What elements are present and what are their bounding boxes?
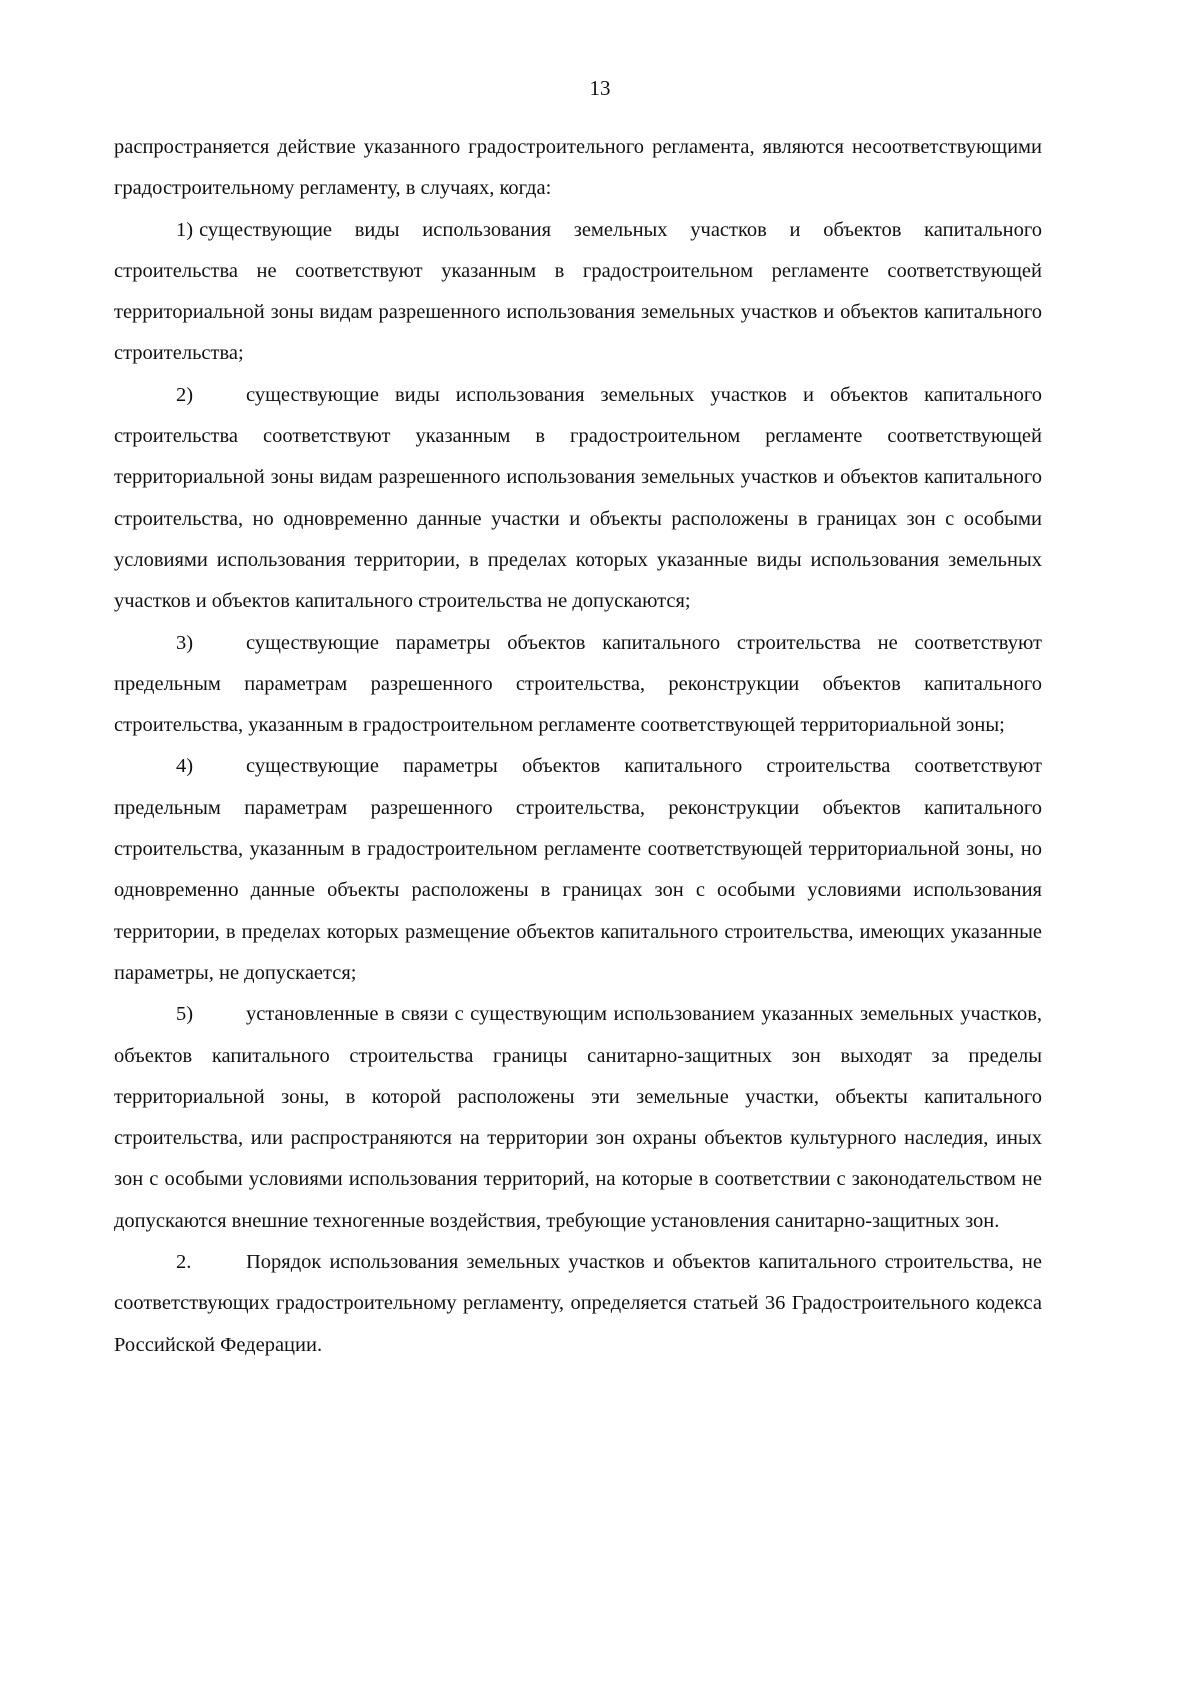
list-item-5-number: 5) <box>176 1003 194 1026</box>
list-item-1-number: 1) <box>176 218 194 241</box>
list-item-2-text: существующие виды использования земельных участков и объектов капитального строительства соответствуют указанным в градостроительном регламенте соответствующей территориальной зоны видам разрешенного использования земельных участков и объектов капитального строительства, но одновременно данные участки и объекты расположены в границах зон с особыми условиями использования территории, в пределах которых указанные виды использования земельных участков и объектов капитального строительства не допускаются; <box>114 383 1042 613</box>
list-item-4 <box>114 746 1042 994</box>
list-item-4-text: существующие параметры объектов капитального строительства соответствуют предельным параметрам разрешенного строительства, реконструкции объектов капитального строительства, указанным в градостроительном регламенте соответствующей территориальной зоны, но одновременно данные объекты расположены в границах зон с особыми условиями использования территории, в пределах которых размещение объектов капитального строительства, имеющих указанные параметры, не допускается; <box>114 755 1042 984</box>
intro-paragraph: распространяется действие указанного градостроительного регламента, являются несоответствующими градостроительному регламенту, в случаях, когда: <box>114 136 1042 200</box>
list-item-3-text: существующие параметры объектов капитального строительства не соответствуют предельным параметрам разрешенного строительства, реконструкции объектов капитального строительства, указанным в градостроительном регламенте соответствующей территориальной зоны; <box>114 631 1042 737</box>
list-item-2-number: 2) <box>176 383 194 406</box>
section-2-number: 2. <box>176 1251 192 1274</box>
document-body <box>114 127 1042 1366</box>
page-number: 13 <box>589 76 611 100</box>
list-item-2 <box>114 375 1042 623</box>
list-item-1-text: существующие виды использования земельных участков и объектов капитального строительства не соответствуют указанным в градостроительном регламенте соответствующей территориальной зоны видам разрешенного использования земельных участков и объектов капитального строительства; <box>114 218 1042 365</box>
list-item-5-text: установленные в связи с существующим использованием указанных земельных участков, объектов капитального строительства границы санитарно-защитных зон выходят за пределы территориальной зоны, в которой расположены эти земельные участки, объекты капитального строительства, или распространяются на территории зон охраны объектов культурного наследия, иных зон с особыми условиями использования территорий, на которые в соответствии с законодательством не допускаются внешние техногенные воздействия, требующие установления санитарно-защитных зон. <box>114 1003 1042 1232</box>
list-item-5 <box>114 994 1042 1242</box>
list-item-1 <box>114 210 1042 375</box>
section-2-text: Порядок использования земельных участков и объектов капитального строительства, не соответствующих градостроительному регламенту, определяется статьей 36 Градостроительного кодекса Российской Федерации. <box>114 1251 1042 1356</box>
list-item-3-number: 3) <box>176 631 194 654</box>
list-item-3 <box>114 623 1042 747</box>
section-2-paragraph <box>114 1242 1042 1366</box>
list-item-4-number: 4) <box>176 755 194 778</box>
